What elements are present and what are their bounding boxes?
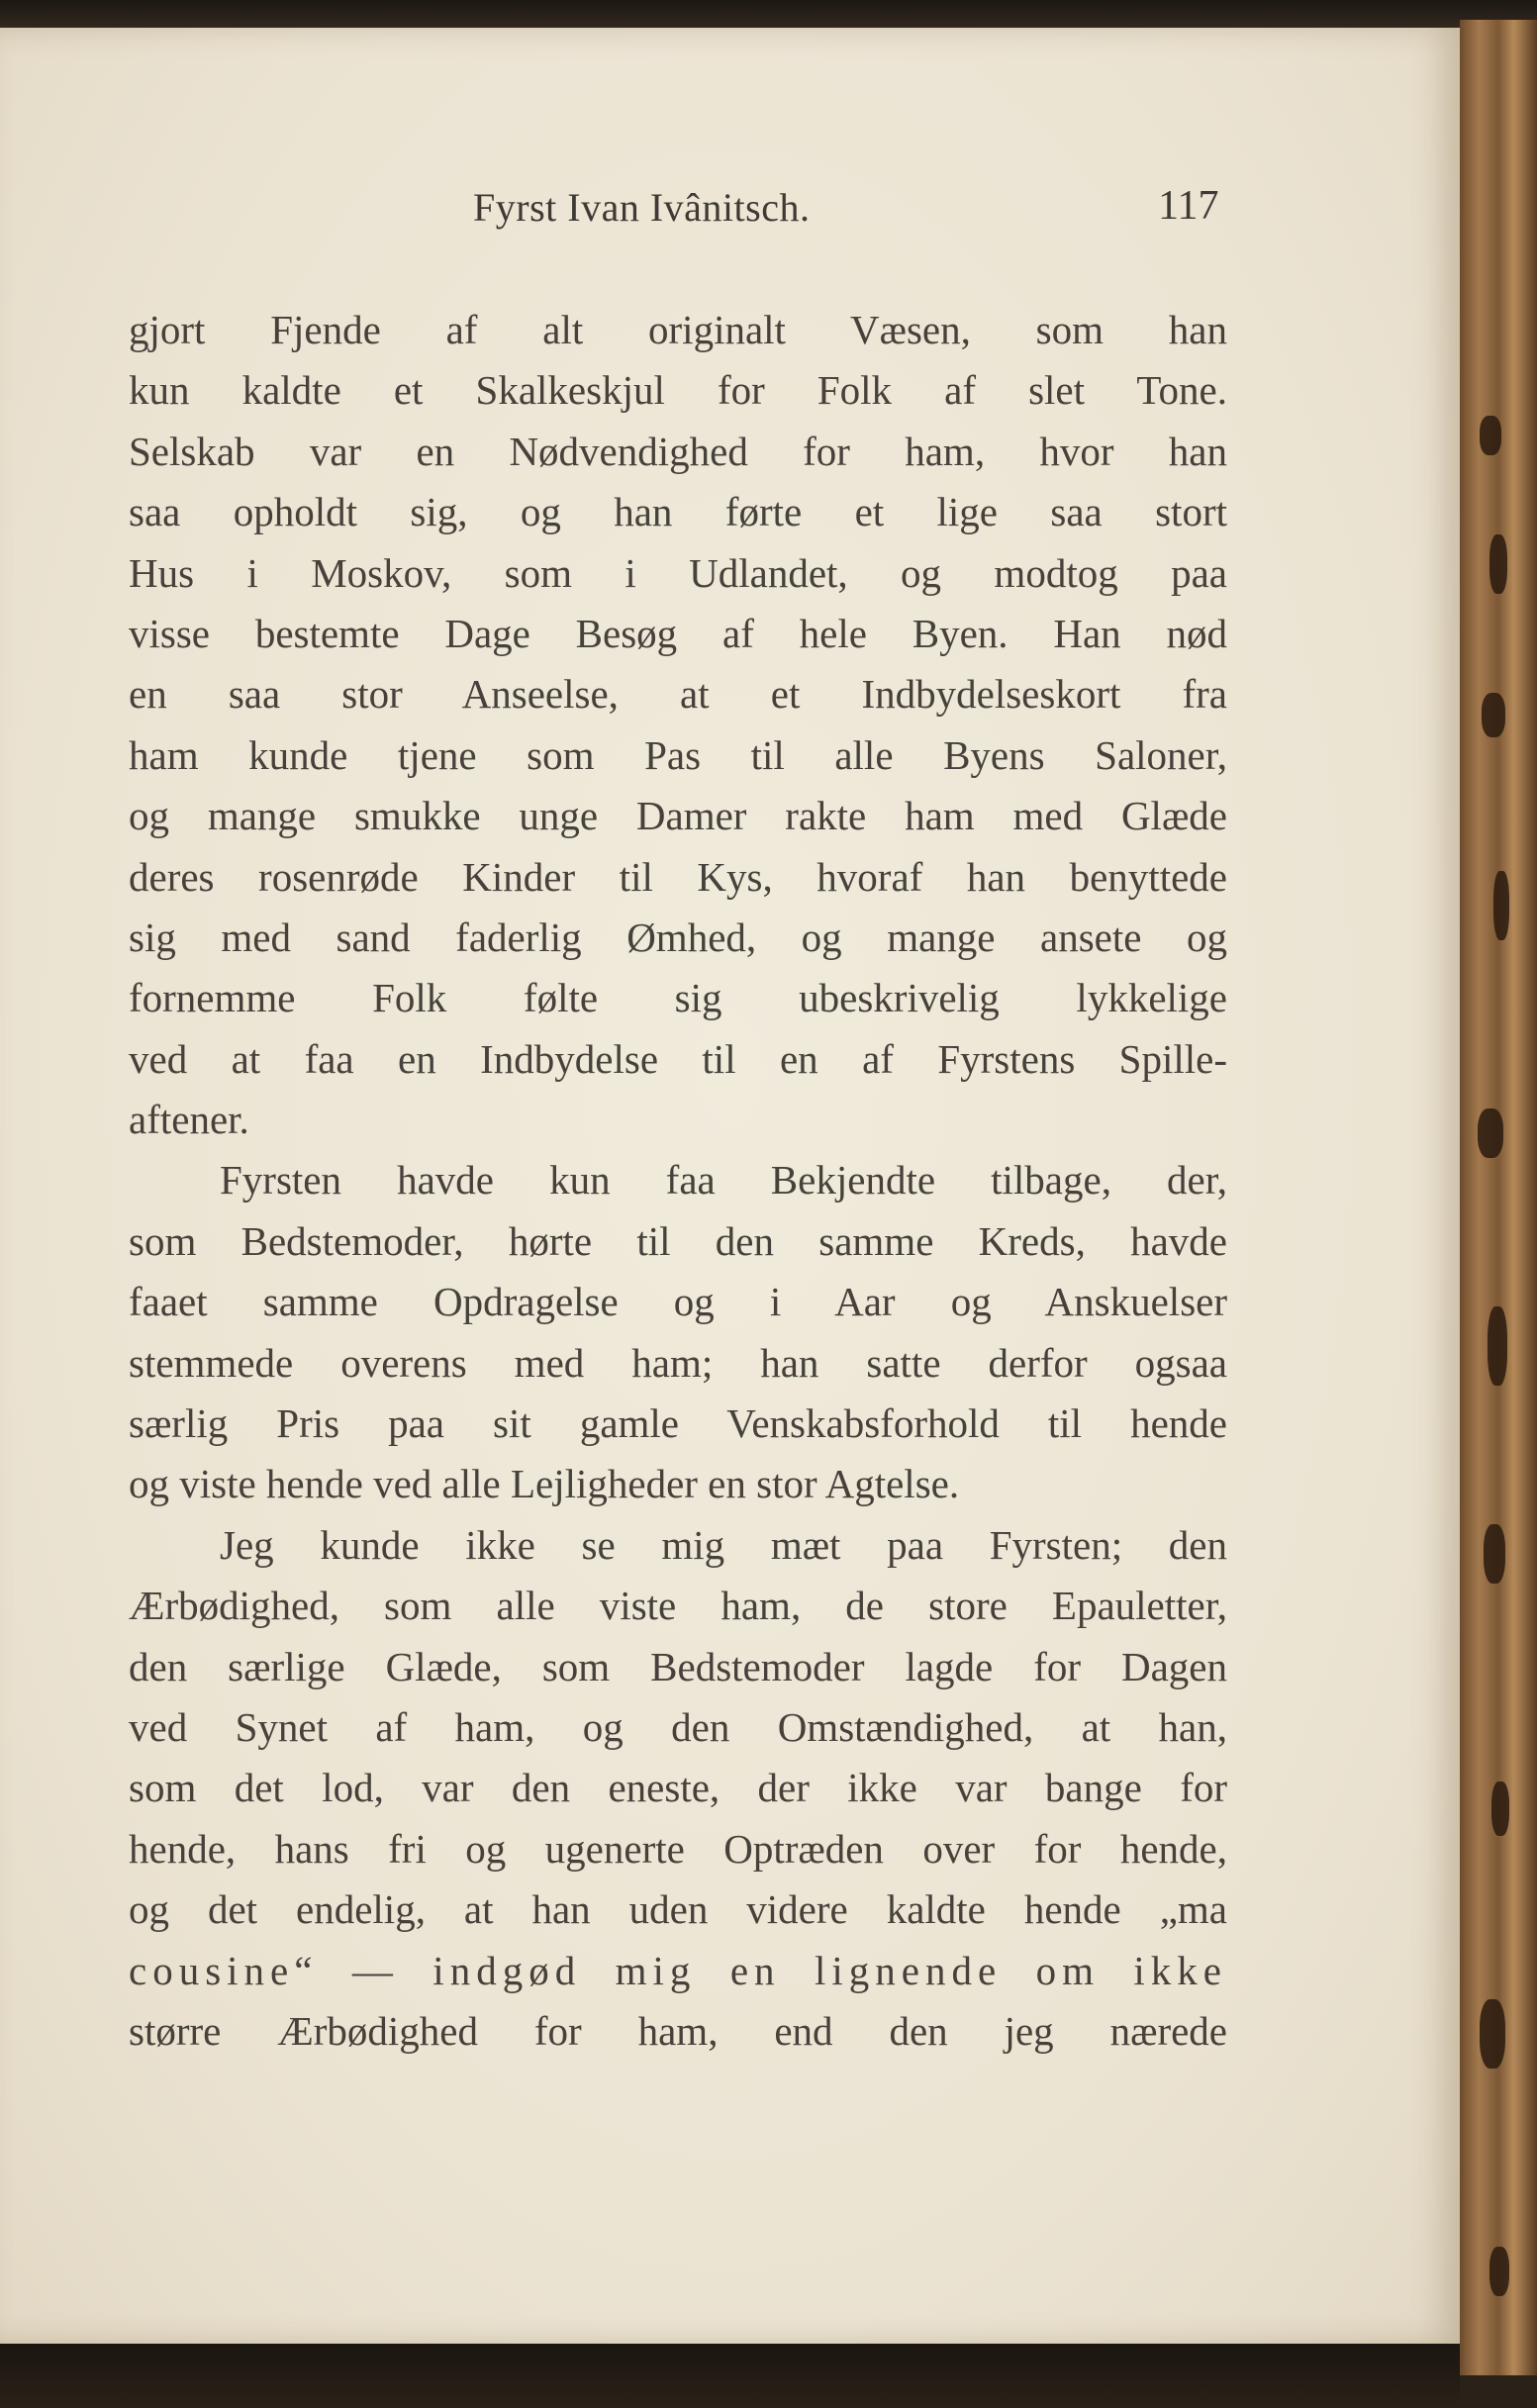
body-text — [129, 300, 1227, 2062]
text-line: stemmede overens med ham; han satte derfor ogsaa — [129, 1339, 1227, 1386]
running-head: Fyrst Ivan Ivânitsch. — [473, 185, 811, 230]
spine-blemish — [1478, 1108, 1503, 1158]
text-line: ved Synet af ham, og den Omstændighed, at han, — [129, 1703, 1227, 1750]
spine-blemish — [1489, 534, 1507, 594]
text-line: den særlige Glæde, som Bedstemoder lagde for Dagen — [129, 1643, 1227, 1689]
spine-blemish — [1480, 1999, 1505, 2069]
text-line: fornemme Folk følte sig ubeskrivelig lykkelige — [129, 975, 1227, 1021]
text-line: Hus i Moskov, som i Udlandet, og modtog paa — [129, 549, 1227, 596]
text-line: kun kaldte et Skalkeskjul for Folk af slet Tone. — [129, 367, 1227, 414]
text-line: og det endelig, at han uden videre kaldte hende „ma — [129, 1886, 1227, 1933]
text-line: ved at faa en Indbydelse til en af Fyrstens Spille- — [129, 1035, 1227, 1082]
spine-blemish — [1488, 1306, 1507, 1386]
text-line: Jeg kunde ikke se mig mæt paa Fyrsten; den — [220, 1521, 1227, 1568]
text-line: hende, hans fri og ugenerte Optræden over for hende, — [129, 1825, 1227, 1872]
text-line: gjort Fjende af alt originalt Væsen, som han — [129, 307, 1227, 352]
text-line: Ærbødighed, som alle viste ham, de store Epauletter, — [129, 1583, 1227, 1629]
page-bottom-shadow — [0, 2344, 1460, 2408]
text-line: større Ærbødighed for ham, end den jeg nærede — [129, 2007, 1227, 2054]
text-line: deres rosenrøde Kinder til Kys, hvoraf han benyttede — [129, 853, 1227, 900]
book-page — [0, 28, 1460, 2344]
text-line: saa opholdt sig, og han førte et lige saa stort — [129, 489, 1227, 535]
text-line: Fyrsten havde kun faa Bekjendte tilbage, der, — [220, 1157, 1227, 1204]
text-line: som Bedstemoder, hørte til den samme Kreds, havde — [129, 1217, 1227, 1264]
page-number: 117 — [1158, 183, 1219, 229]
text-line: og viste hende ved alle Lejligheder en stor Agtelse. — [129, 1461, 960, 1507]
spine-blemish — [1489, 2247, 1509, 2296]
text-line: sig med sand faderlig Ømhed, og mange ansete og — [129, 914, 1227, 960]
text-line: visse bestemte Dage Besøg af hele Byen. Han nød — [129, 610, 1227, 656]
spine-blemish — [1482, 693, 1505, 737]
text-line: særlig Pris paa sit gamle Venskabsforhold til hende — [129, 1400, 1227, 1447]
text-line: ham kunde tjene som Pas til alle Byens Saloner, — [129, 731, 1227, 778]
text-line: og mange smukke unge Damer rakte ham med Glæde — [129, 793, 1227, 839]
book-spine-edge — [1460, 20, 1537, 2375]
spine-blemish — [1484, 1524, 1505, 1584]
spine-blemish — [1493, 871, 1509, 940]
text-line: aftener. — [129, 1097, 249, 1143]
text-line: en saa stor Anseelse, at et Indbydelseskort fra — [129, 671, 1227, 718]
spine-blemish — [1480, 416, 1501, 455]
text-line: cousine“ — indgød mig en lignende om ikke — [129, 1947, 1227, 1993]
spine-blemish — [1491, 1782, 1509, 1836]
text-line: som det lod, var den eneste, der ikke var bange for — [129, 1765, 1227, 1811]
text-line: Selskab var en Nødvendighed for ham, hvor han — [129, 428, 1227, 474]
text-line: faaet samme Opdragelse og i Aar og Anskuelser — [129, 1279, 1227, 1325]
